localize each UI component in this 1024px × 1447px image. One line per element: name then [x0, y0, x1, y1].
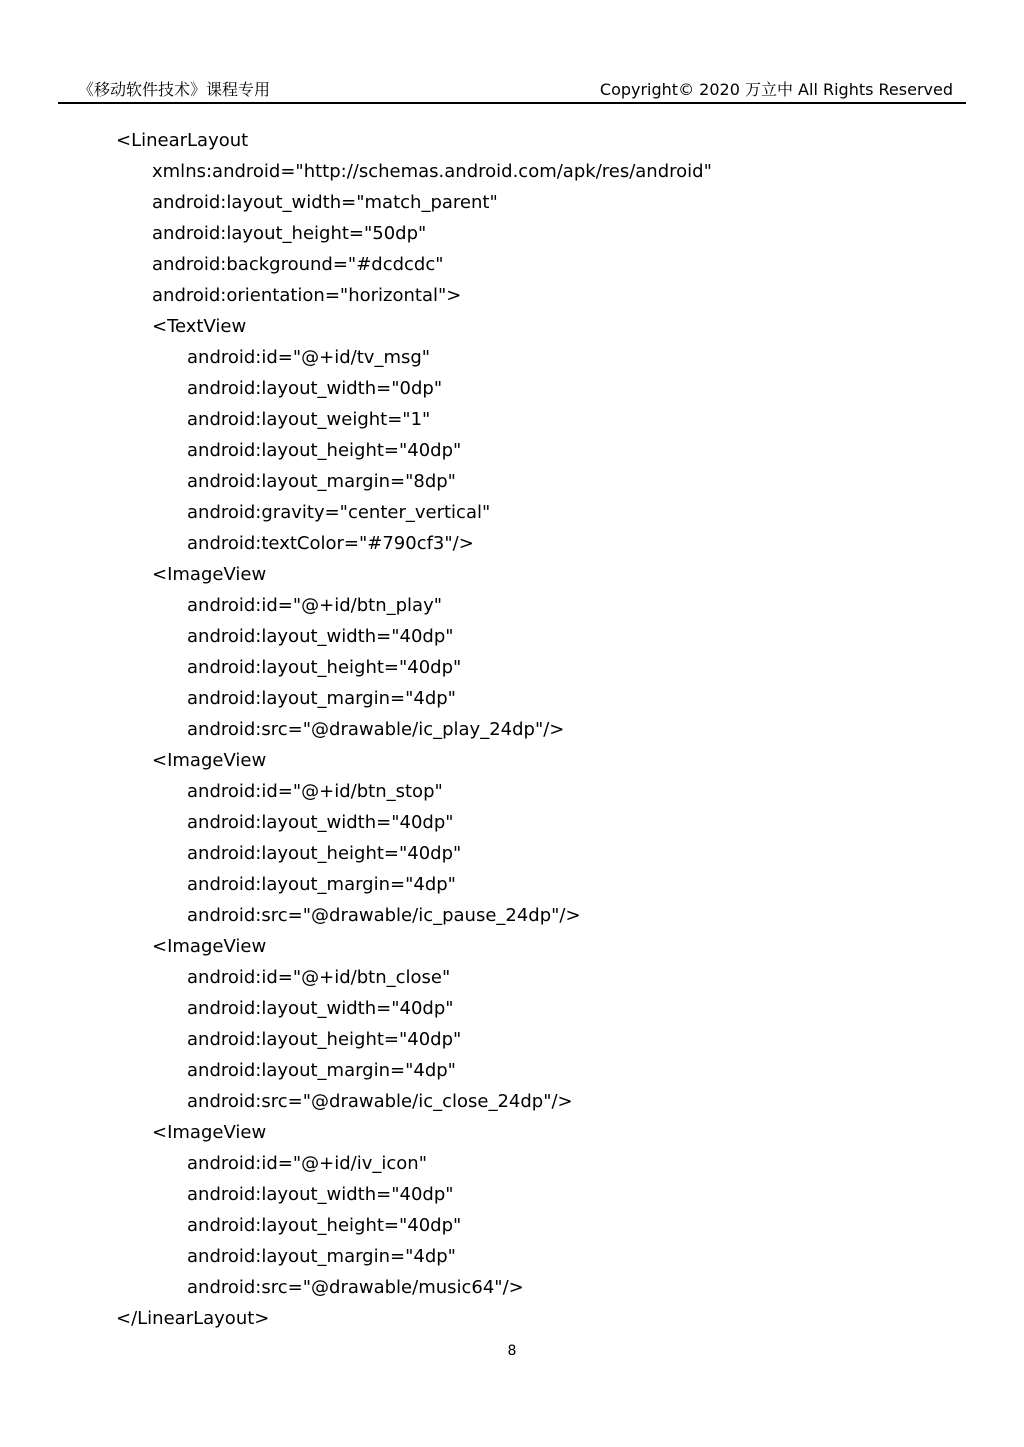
code-line: android:layout_margin="4dp" [187, 1246, 456, 1267]
code-line: android:layout_margin="4dp" [187, 688, 456, 709]
course-title: 《移动软件技术》课程专用 [78, 80, 271, 99]
code-line: android:src="@drawable/music64"/> [187, 1277, 524, 1298]
code-line: android:layout_height="50dp" [152, 223, 427, 244]
page-header [58, 70, 966, 104]
code-line: android:id="@+id/tv_msg" [187, 347, 431, 368]
code-line: <ImageView [152, 564, 267, 585]
code-line: android:layout_width="40dp" [187, 998, 454, 1019]
code-line: android:id="@+id/iv_icon" [187, 1153, 427, 1174]
code-line: android:orientation="horizontal"> [152, 285, 462, 306]
code-line: android:textColor="#790cf3"/> [187, 533, 474, 554]
code-line: <TextView [152, 316, 247, 337]
code-line: android:layout_width="0dp" [187, 378, 443, 399]
code-line: android:layout_margin="4dp" [187, 874, 456, 895]
code-line: android:layout_width="40dp" [187, 812, 454, 833]
code-line: <ImageView [152, 936, 267, 957]
code-line: android:layout_height="40dp" [187, 657, 462, 678]
code-line: android:layout_height="40dp" [187, 1029, 462, 1050]
code-line: <ImageView [152, 1122, 267, 1143]
code-line: android:layout_height="40dp" [187, 843, 462, 864]
code-line: android:src="@drawable/ic_pause_24dp"/> [187, 905, 581, 926]
code-line: android:id="@+id/btn_stop" [187, 781, 443, 802]
page-number: 8 [507, 1343, 517, 1359]
code-line: android:src="@drawable/ic_play_24dp"/> [187, 719, 565, 740]
code-line: android:id="@+id/btn_close" [187, 967, 451, 988]
code-line: <LinearLayout [116, 130, 249, 151]
code-line: android:layout_margin="8dp" [187, 471, 456, 492]
code-line: android:id="@+id/btn_play" [187, 595, 443, 616]
code-line: android:gravity="center_vertical" [187, 502, 491, 523]
code-line: android:src="@drawable/ic_close_24dp"/> [187, 1091, 573, 1112]
code-line: android:layout_width="match_parent" [152, 192, 498, 213]
copyright-notice: Copyright© 2020 万立中 All Rights Reserved [599, 80, 953, 99]
code-line: android:layout_height="40dp" [187, 440, 462, 461]
code-block [116, 125, 976, 1334]
code-line: </LinearLayout> [116, 1308, 270, 1329]
code-line: xmlns:android="http://schemas.android.com/apk/res/android" [152, 161, 712, 182]
code-line: android:layout_height="40dp" [187, 1215, 462, 1236]
code-line: android:background="#dcdcdc" [152, 254, 444, 275]
code-line: android:layout_width="40dp" [187, 626, 454, 647]
code-line: android:layout_width="40dp" [187, 1184, 454, 1205]
code-line: <ImageView [152, 750, 267, 771]
code-line: android:layout_weight="1" [187, 409, 431, 430]
code-line: android:layout_margin="4dp" [187, 1060, 456, 1081]
